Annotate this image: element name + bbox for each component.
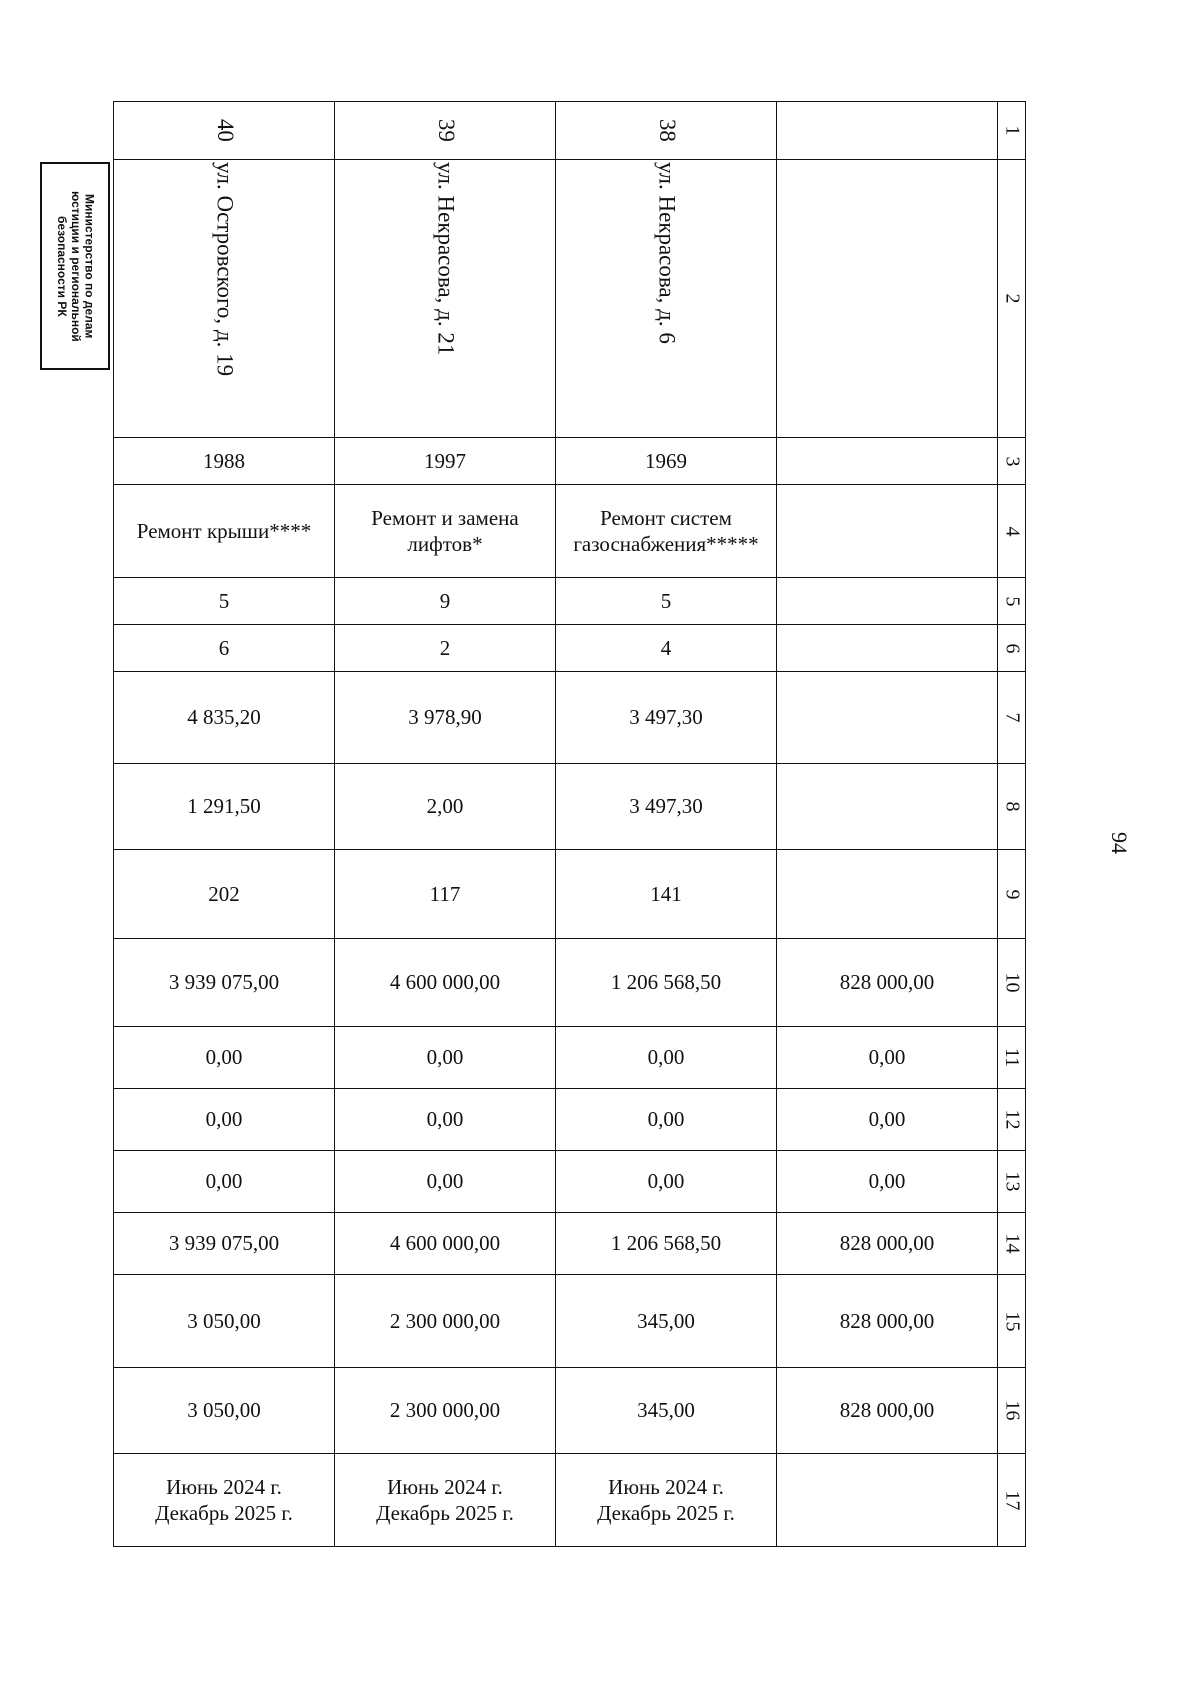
value-cell: 1 291,50 — [114, 764, 335, 850]
value-cell: 4 — [556, 625, 777, 672]
value-cell: 0,00 — [556, 1027, 777, 1089]
period-cell — [556, 1454, 777, 1547]
value-cell: 0,00 — [114, 1027, 335, 1089]
column-number: 12 — [998, 1089, 1026, 1151]
address-cell: ул. Островского, д. 19 — [114, 160, 335, 438]
record-number: 39 — [335, 102, 556, 160]
work-type-cell: Ремонт и замена лифтов* — [335, 485, 556, 578]
period-cell — [335, 1454, 556, 1547]
value-cell: 828 000,00 — [777, 1213, 998, 1275]
value-cell: 4 600 000,00 — [335, 939, 556, 1027]
column-number: 10 — [998, 939, 1026, 1027]
value-cell: 117 — [335, 850, 556, 939]
column-number: 17 — [998, 1454, 1026, 1547]
value-cell: 345,00 — [556, 1368, 777, 1454]
ministry-stamp — [40, 162, 110, 370]
value-cell: 3 939 075,00 — [114, 939, 335, 1027]
column-number: 15 — [998, 1275, 1026, 1368]
column-number: 2 — [998, 160, 1026, 438]
work-type-cell: Ремонт систем газоснабжения***** — [556, 485, 777, 578]
period-start: Июнь 2024 г. — [608, 1474, 724, 1499]
work-type-cell: Ремонт крыши**** — [114, 485, 335, 578]
record-number: 38 — [556, 102, 777, 160]
value-cell: 2 300 000,00 — [335, 1368, 556, 1454]
year-cell — [777, 438, 998, 485]
rotated-data-table — [113, 101, 1026, 1547]
column-number: 8 — [998, 764, 1026, 850]
value-cell: 0,00 — [556, 1089, 777, 1151]
value-cell: 6 — [114, 625, 335, 672]
column-number: 1 — [998, 102, 1026, 160]
value-cell — [777, 764, 998, 850]
work-type-cell — [777, 485, 998, 578]
record-number — [777, 102, 998, 160]
page-number: 94 — [1107, 832, 1132, 854]
value-cell — [777, 578, 998, 625]
value-cell: 3 050,00 — [114, 1368, 335, 1454]
value-cell: 4 600 000,00 — [335, 1213, 556, 1275]
column-number: 11 — [998, 1027, 1026, 1089]
value-cell: 1 206 568,50 — [556, 1213, 777, 1275]
value-cell — [777, 850, 998, 939]
value-cell: 2 — [335, 625, 556, 672]
column-number: 3 — [998, 438, 1026, 485]
column-number: 4 — [998, 485, 1026, 578]
value-cell: 0,00 — [777, 1151, 998, 1213]
value-cell: 0,00 — [335, 1151, 556, 1213]
column-number: 9 — [998, 850, 1026, 939]
address-cell: ул. Некрасова, д. 6 — [556, 160, 777, 438]
column-number: 7 — [998, 672, 1026, 764]
column-number: 5 — [998, 578, 1026, 625]
column-number: 14 — [998, 1213, 1026, 1275]
value-cell: 2 300 000,00 — [335, 1275, 556, 1368]
value-cell: 0,00 — [335, 1027, 556, 1089]
address-cell: ул. Некрасова, д. 21 — [335, 160, 556, 438]
address-cell — [777, 160, 998, 438]
value-cell: 4 835,20 — [114, 672, 335, 764]
period-start: Июнь 2024 г. — [387, 1474, 503, 1499]
value-cell: 5 — [114, 578, 335, 625]
value-cell: 0,00 — [777, 1089, 998, 1151]
year-cell: 1988 — [114, 438, 335, 485]
period-cell — [777, 1454, 998, 1547]
value-cell: 0,00 — [556, 1151, 777, 1213]
value-cell: 0,00 — [114, 1151, 335, 1213]
period-end: Декабрь 2025 г. — [376, 1501, 514, 1525]
value-cell: 3 497,30 — [556, 764, 777, 850]
column-number: 16 — [998, 1368, 1026, 1454]
value-cell: 2,00 — [335, 764, 556, 850]
value-cell: 3 497,30 — [556, 672, 777, 764]
value-cell: 828 000,00 — [777, 1275, 998, 1368]
value-cell: 828 000,00 — [777, 939, 998, 1027]
period-start: Июнь 2024 г. — [166, 1474, 282, 1499]
value-cell: 141 — [556, 850, 777, 939]
record-number: 40 — [114, 102, 335, 160]
value-cell: 3 978,90 — [335, 672, 556, 764]
period-cell — [114, 1454, 335, 1547]
value-cell: 3 050,00 — [114, 1275, 335, 1368]
value-cell: 345,00 — [556, 1275, 777, 1368]
year-cell: 1997 — [335, 438, 556, 485]
value-cell: 202 — [114, 850, 335, 939]
value-cell — [777, 625, 998, 672]
value-cell: 0,00 — [335, 1089, 556, 1151]
value-cell — [777, 672, 998, 764]
value-cell: 5 — [556, 578, 777, 625]
value-cell: 0,00 — [114, 1089, 335, 1151]
stamp-text: Министерство по делам юстиции и региональной безопасности РК — [55, 190, 97, 342]
year-cell: 1969 — [556, 438, 777, 485]
period-end: Декабрь 2025 г. — [155, 1501, 293, 1525]
value-cell: 0,00 — [777, 1027, 998, 1089]
value-cell: 1 206 568,50 — [556, 939, 777, 1027]
value-cell: 3 939 075,00 — [114, 1213, 335, 1275]
value-cell: 828 000,00 — [777, 1368, 998, 1454]
value-cell: 9 — [335, 578, 556, 625]
column-number: 6 — [998, 625, 1026, 672]
period-end: Декабрь 2025 г. — [597, 1501, 735, 1525]
column-number: 13 — [998, 1151, 1026, 1213]
